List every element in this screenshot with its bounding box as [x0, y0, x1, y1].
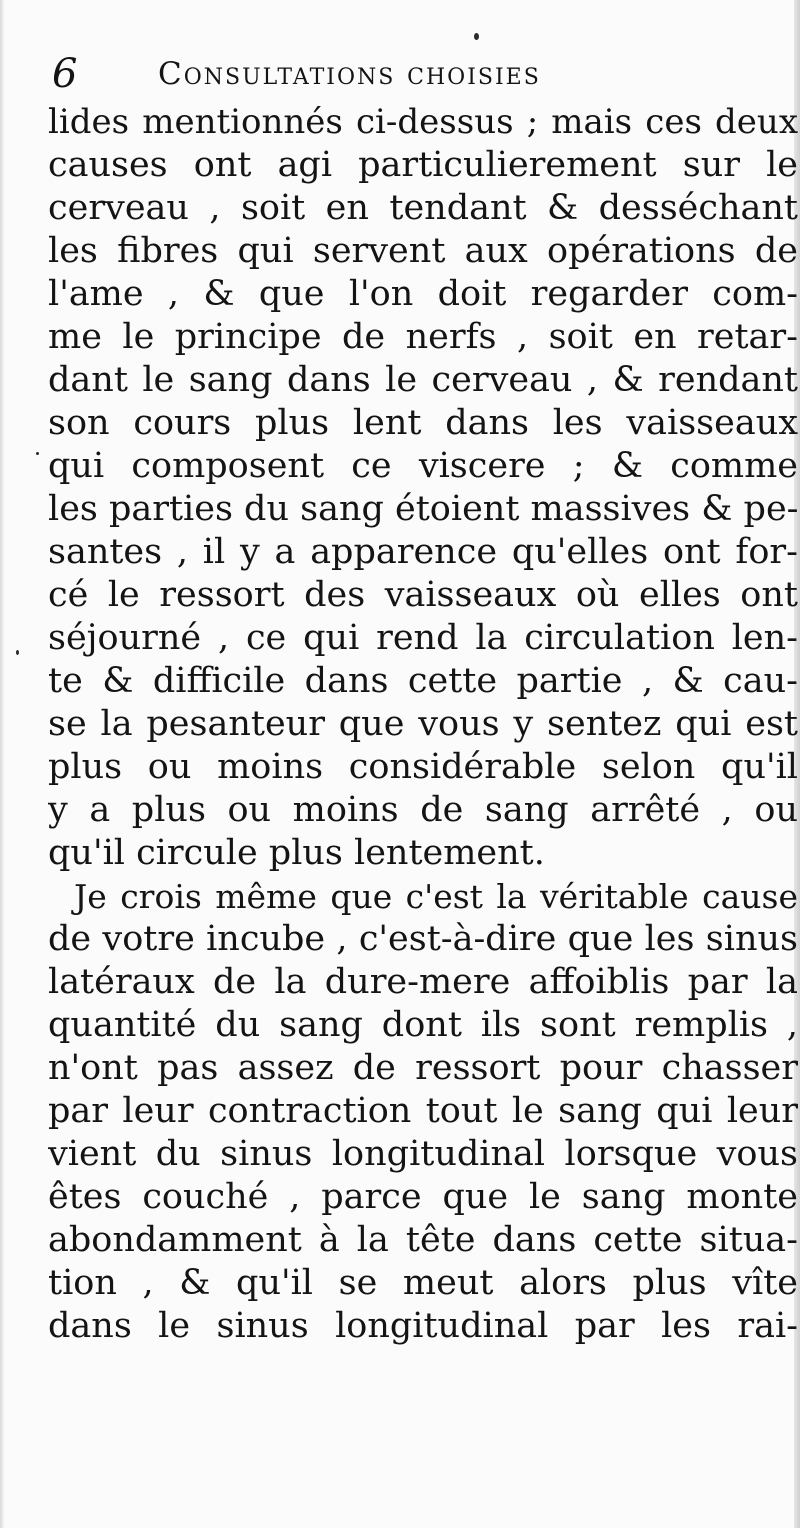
text-line: lides mentionnés ci-dessus ; mais ces deux	[48, 102, 798, 142]
text-line: l'ame , & que l'on doit regarder com-	[48, 274, 798, 314]
text-line: y a plus ou moins de sang arrêté , ou	[48, 790, 798, 830]
page-left-edge	[0, 0, 4, 1528]
text-line: n'ont pas assez de ressort pour chasser	[48, 1048, 798, 1088]
ink-speck	[36, 452, 39, 455]
text-line: séjourné , ce qui rend la circulation len-	[48, 618, 798, 658]
page-number: 6	[52, 51, 78, 97]
text-line: me le principe de nerfs , soit en retar-	[48, 317, 798, 357]
text-line: causes ont agi particulierement sur le	[48, 145, 798, 185]
paragraph-last-line: qu'il circule plus lentement.	[48, 833, 545, 873]
text-line: vient du sinus longitudinal lorsque vous	[48, 1134, 798, 1174]
text-line: son cours plus lent dans les vaisseaux	[48, 403, 798, 443]
body-text	[48, 101, 798, 1348]
text-line: se la pesanteur que vous y sentez qui est	[48, 704, 798, 744]
text-line: par leur contraction tout le sang qui leur	[48, 1091, 798, 1131]
text-line: cerveau , soit en tendant & desséchant	[48, 188, 798, 228]
paragraph-first-line: Je crois même que c'est la véritable cause	[74, 877, 798, 916]
text-line: qui composent ce viscere ; & comme	[48, 446, 798, 486]
text-line: santes , il y a apparence qu'elles ont for-	[48, 532, 798, 572]
text-line: cé le ressort des vaisseaux où elles ont	[48, 575, 798, 615]
text-line: de votre incube , c'est-à-dire que les sinus	[48, 919, 798, 959]
text-line: tion , & qu'il se meut alors plus vîte	[48, 1263, 798, 1303]
running-title: Consultations choisies	[158, 56, 541, 92]
text-line: dant le sang dans le cerveau , & rendant	[48, 360, 798, 400]
text-line: latéraux de la dure-mere affoiblis par la	[48, 962, 798, 1002]
text-line: les fibres qui servent aux opérations de	[48, 231, 798, 271]
ink-speck	[474, 33, 479, 40]
text-line: dans le sinus longitudinal par les rai-	[48, 1306, 798, 1346]
text-line: te & difficile dans cette partie , & cau-	[48, 661, 798, 701]
running-head	[52, 50, 672, 98]
text-line: abondamment à la tête dans cette situa-	[48, 1220, 798, 1260]
ink-speck	[16, 650, 19, 655]
text-line: plus ou moins considérable selon qu'il	[48, 747, 798, 787]
text-line: êtes couché , parce que le sang monte	[48, 1177, 798, 1217]
text-line: quantité du sang dont ils sont remplis ,	[48, 1005, 798, 1045]
text-line: les parties du sang étoient massives & pe-	[48, 489, 798, 529]
